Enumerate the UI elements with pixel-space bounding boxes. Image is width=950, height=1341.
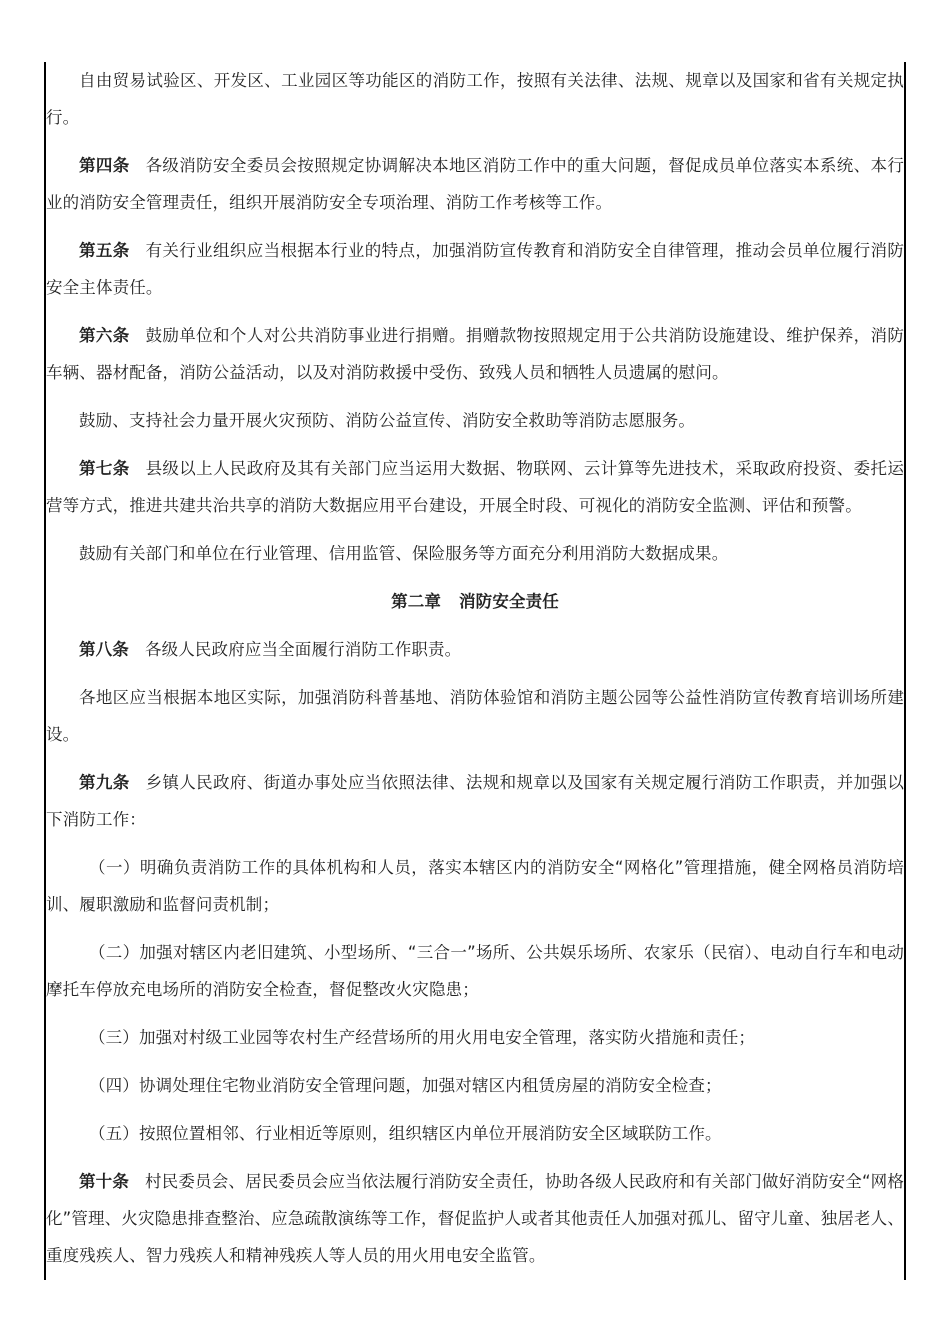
article-number: 第八条	[79, 640, 129, 659]
paragraph-text: 县级以上人民政府及其有关部门应当运用大数据、物联网、云计算等先进技术，采取政府投资、委托运营等方式，推进共建共治共享的消防大数据应用平台建设，开展全时段、可视化的消防安全监测、评估和预警。	[46, 459, 904, 515]
article-paragraph	[46, 147, 904, 221]
chapter-number: 第二章	[391, 592, 442, 611]
paragraph-text: （二）加强对辖区内老旧建筑、小型场所、“三合一”场所、公共娱乐场所、农家乐（民宿）、电动自行车和电动摩托车停放充电场所的消防安全检查，督促整改火灾隐患；	[46, 943, 904, 999]
document-body	[46, 62, 904, 1285]
paragraph-text: 鼓励单位和个人对公共消防事业进行捐赠。捐赠款物按照规定用于公共消防设施建设、维护保养，消防车辆、器材配备，消防公益活动，以及对消防救援中受伤、致残人员和牺牲人员遗属的慰问。	[46, 326, 904, 382]
list-item	[46, 1019, 904, 1056]
article-number: 第六条	[79, 326, 130, 345]
chapter-heading	[46, 583, 904, 620]
paragraph-text: 鼓励、支持社会力量开展火灾预防、消防公益宣传、消防安全救助等消防志愿服务。	[79, 411, 696, 430]
paragraph-text: 乡镇人民政府、街道办事处应当依照法律、法规和规章以及国家有关规定履行消防工作职责，并加强以下消防工作：	[46, 773, 904, 829]
article-number: 第九条	[79, 773, 130, 792]
paragraph-text: （四）协调处理住宅物业消防安全管理问题，加强对辖区内租赁房屋的消防安全检查；	[89, 1076, 722, 1095]
article-number: 第四条	[79, 156, 130, 175]
paragraph	[46, 62, 904, 136]
article-paragraph	[46, 450, 904, 524]
article-paragraph	[46, 232, 904, 306]
right-border-line	[904, 62, 906, 1280]
article-paragraph	[46, 1163, 904, 1274]
paragraph-text: 有关行业组织应当根据本行业的特点，加强消防宣传教育和消防安全自律管理，推动会员单位履行消防安全主体责任。	[46, 241, 904, 297]
list-item	[46, 1067, 904, 1104]
article-number: 第五条	[79, 241, 130, 260]
paragraph-text: 自由贸易试验区、开发区、工业园区等功能区的消防工作，按照有关法律、法规、规章以及国家和省有关规定执行。	[46, 71, 904, 127]
article-number: 第七条	[79, 459, 130, 478]
paragraph-text: 各地区应当根据本地区实际，加强消防科普基地、消防体验馆和消防主题公园等公益性消防宣传教育培训场所建设。	[46, 688, 904, 744]
list-item	[46, 849, 904, 923]
paragraph	[46, 402, 904, 439]
article-number: 第十条	[79, 1172, 130, 1191]
article-paragraph	[46, 317, 904, 391]
paragraph-text: （三）加强对村级工业园等农村生产经营场所的用火用电安全管理，落实防火措施和责任；	[89, 1028, 755, 1047]
paragraph-text: 各级人民政府应当全面履行消防工作职责。	[144, 640, 462, 659]
paragraph-text: 各级消防安全委员会按照规定协调解决本地区消防工作中的重大问题，督促成员单位落实本系统、本行业的消防安全管理责任，组织开展消防安全专项治理、消防工作考核等工作。	[46, 156, 904, 212]
list-item	[46, 934, 904, 1008]
paragraph-text: 村民委员会、居民委员会应当依法履行消防安全责任，协助各级人民政府和有关部门做好消防安全“网格化”管理、火灾隐患排查整治、应急疏散演练等工作，督促监护人或者其他责任人加强对孤儿、留守儿童、独居老人、重度残疾人、智力残疾人和精神残疾人等人员的用火用电安全监管。	[46, 1172, 905, 1265]
list-item	[46, 1115, 904, 1152]
section-general-provisions	[46, 62, 904, 572]
paragraph-text: （一）明确负责消防工作的具体机构和人员，落实本辖区内的消防安全“网格化”管理措施，健全网格员消防培训、履职激励和监督问责机制；	[46, 858, 904, 914]
article-paragraph	[46, 764, 904, 838]
chapter-title: 消防安全责任	[459, 592, 559, 611]
article-paragraph	[46, 631, 904, 668]
paragraph	[46, 535, 904, 572]
section-responsibility	[46, 631, 904, 1274]
paragraph	[46, 679, 904, 753]
paragraph-text: （五）按照位置相邻、行业相近等原则，组织辖区内单位开展消防安全区域联防工作。	[89, 1124, 722, 1143]
paragraph-text: 鼓励有关部门和单位在行业管理、信用监管、保险服务等方面充分利用消防大数据成果。	[79, 544, 729, 563]
